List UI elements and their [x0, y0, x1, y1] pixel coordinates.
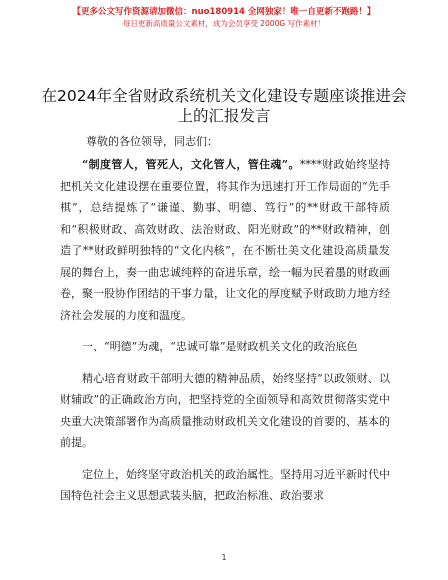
document-body: [60, 154, 390, 507]
intro-paragraph: [60, 154, 390, 326]
promo-banner-line2: 每日更新高质量公文素材，成为会员享受 2000G 写作素材！: [122, 19, 326, 28]
promo-banner: [0, 6, 448, 30]
salutation: 尊敬的各位领导，同志们：: [86, 135, 218, 148]
section-1-paragraph-2: 定位上，始终坚守政治机关的政治属性。坚持用习近平新时代中国特色社会主义思想武装头脑，把政治标准、政治要求: [60, 467, 390, 502]
promo-banner-line1: 【更多公文写作资源请加微信：nuo180914 全网独家！唯一自更新不跑路！】: [72, 7, 376, 17]
intro-text: ****财政始终坚持把机关文化建设摆在重要位置，将其作为迅速打开工作局面的“先手棋”，总结提炼了“谦谨、勤事、明德、笃行”的**财政干部特质和“积极财政、高效财政、法治财政、阳光财政”的**财政精神，创造了**财政鲜明独特的“文化内核”，在不断壮美文化建设高质量发展的舞台上，奏一曲忠诚纯粹的奋进乐章，绘一幅为民着墨的财政画卷，聚一股协作团结的干事力量，让文化的厚度赋予财政助力地方经济社会发展的力度和温度。: [60, 158, 390, 322]
page-number: 1: [221, 553, 227, 562]
document-title: 在2024年全省财政系统机关文化建设专题座谈推进会上的汇报发言: [41, 87, 407, 125]
section-1-heading: 一、“明德”为魂，“忠诚可靠”是财政机关文化的政治底色: [82, 340, 358, 353]
section-1-paragraph-1: 精心培育财政干部明大德的精神品质，始终坚持“以政领财、以财辅政”的正确政治方向，把坚持党的全面领导和高效贯彻落实党中央重大决策部署作为高质量推动财政机关文化建设的首要的、基本的前提。: [60, 371, 390, 449]
intro-quote: “制度管人，管死人，文化管人，管住魂”。: [82, 158, 300, 171]
